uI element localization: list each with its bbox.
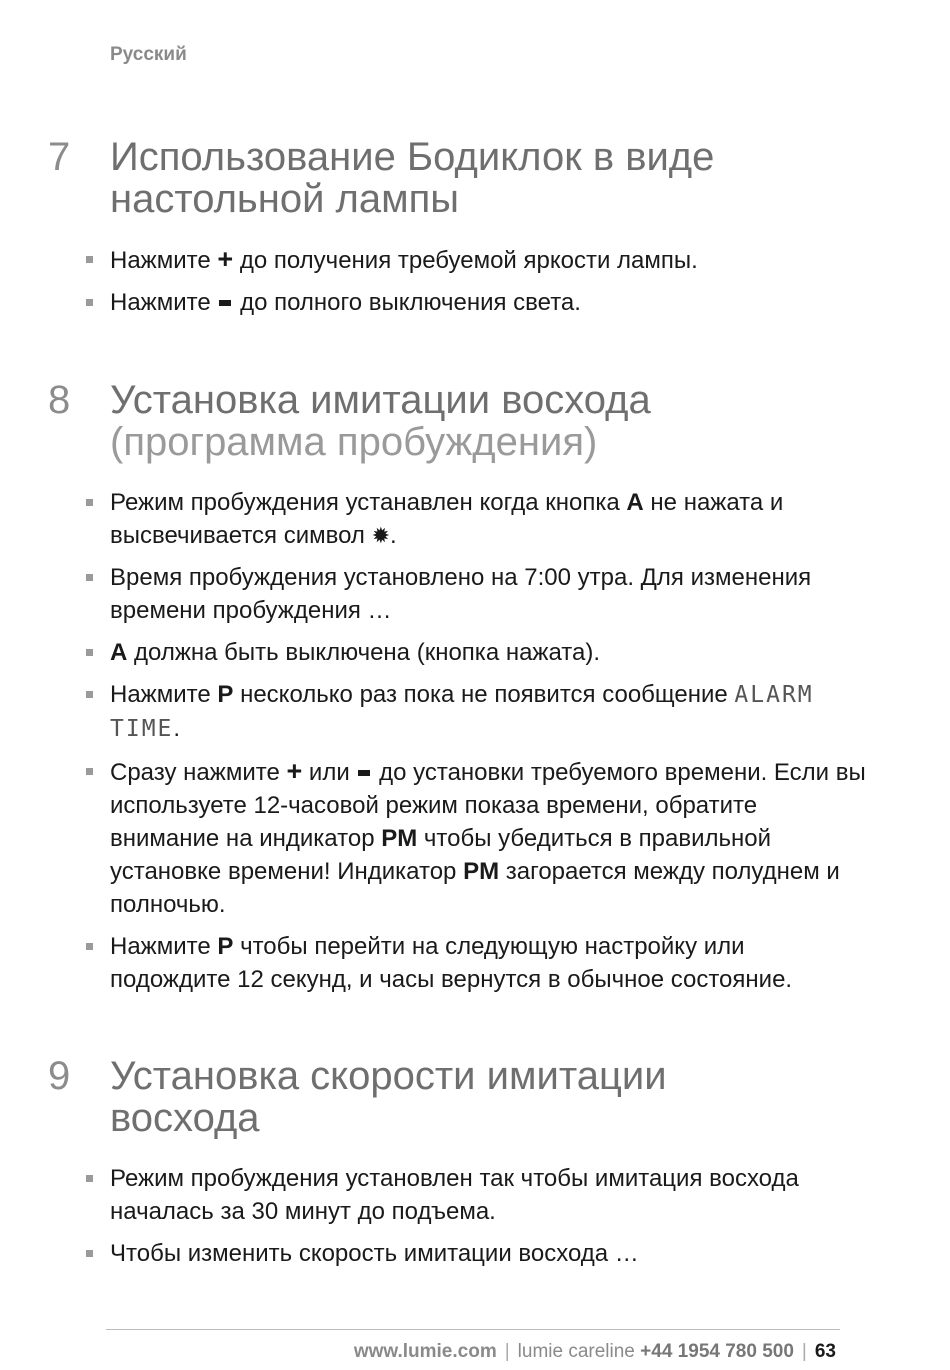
plus-key-icon: + bbox=[286, 756, 303, 786]
minus-key-icon bbox=[358, 770, 370, 776]
language-label: Русский bbox=[110, 44, 187, 65]
item-text: должна быть выключена (кнопка нажата). bbox=[134, 639, 601, 666]
item-text: до полного выключения света. bbox=[240, 289, 581, 316]
section-title-line1: Использование Бодиклок в виде bbox=[110, 135, 715, 179]
bullet-icon bbox=[86, 943, 93, 950]
item-text: Нажмите bbox=[110, 289, 211, 316]
section-title-line1: Установка скорости имитации bbox=[110, 1054, 667, 1098]
item-text: или bbox=[308, 759, 350, 786]
item-text: чтобы убедиться в правильной установке времени! Индикатор bbox=[110, 825, 772, 885]
item-text: чтобы перейти на следующую настройку или подождите 12 секунд, и часы вернутся в обычное состояние. bbox=[110, 933, 793, 993]
bullet-icon bbox=[86, 649, 93, 656]
section-number: 9 bbox=[48, 1054, 71, 1098]
bullet-icon bbox=[86, 299, 93, 306]
sunrise-symbol-icon: ✹ bbox=[371, 523, 391, 548]
bullet-list bbox=[0, 1162, 950, 1279]
list-item bbox=[0, 930, 870, 996]
section-title-line2: (программа пробуждения) bbox=[110, 420, 598, 464]
bullet-icon bbox=[86, 256, 93, 263]
footer-separator: | bbox=[801, 1341, 807, 1362]
plus-key-icon: + bbox=[217, 244, 234, 274]
list-item bbox=[0, 755, 870, 921]
bullet-icon bbox=[86, 768, 93, 775]
item-text: . bbox=[390, 522, 397, 549]
item-text: Нажмите bbox=[110, 681, 211, 708]
item-text: до установки требуемого времени. Если вы используете 12-часовой режим показа времени, обратите внимание на индикатор bbox=[110, 759, 866, 852]
item-text: Нажмите bbox=[110, 933, 211, 960]
careline-label: lumie careline bbox=[517, 1341, 635, 1362]
button-a-label: A bbox=[110, 639, 128, 666]
section-number: 8 bbox=[48, 378, 71, 422]
section-title bbox=[110, 136, 900, 220]
section-number: 7 bbox=[48, 135, 71, 179]
item-text: Режим пробуждения установлен так чтобы имитация восхода началась за 30 минут до подъема. bbox=[110, 1165, 799, 1225]
page-number: 63 bbox=[814, 1341, 836, 1362]
lcd-message: ALARM TIME bbox=[110, 682, 814, 742]
bullet-icon bbox=[86, 499, 93, 506]
item-text: до получения требуемой яркости лампы. bbox=[239, 247, 698, 274]
footer-separator: | bbox=[504, 1341, 510, 1362]
section-title bbox=[110, 1055, 900, 1139]
item-text: несколько раз пока не появится сообщение bbox=[240, 681, 728, 708]
section-title-line2: восхода bbox=[110, 1096, 260, 1140]
section-title bbox=[110, 379, 900, 463]
pm-indicator-label: PM bbox=[463, 858, 500, 885]
website-link[interactable]: www.lumie.com bbox=[353, 1341, 497, 1362]
list-item bbox=[0, 486, 870, 552]
careline-phone: +44 1954 780 500 bbox=[640, 1341, 794, 1362]
bullet-list bbox=[0, 243, 950, 328]
list-item bbox=[0, 1237, 870, 1270]
item-text: Режим пробуждения устанавлен когда кнопка bbox=[110, 489, 620, 516]
item-text: Чтобы изменить скорость имитации восхода … bbox=[110, 1240, 639, 1267]
bullet-icon bbox=[86, 1175, 93, 1182]
item-text: Сразу нажмите bbox=[110, 759, 280, 786]
item-text: не нажата и высвечивается символ bbox=[110, 489, 784, 549]
bullet-icon bbox=[86, 691, 93, 698]
item-text: Время пробуждения установлено на 7:00 утра. Для изменения времени пробуждения … bbox=[110, 564, 812, 624]
list-item bbox=[0, 561, 870, 627]
minus-key-icon bbox=[219, 300, 231, 306]
item-text: загорается между полуднем и полночью. bbox=[110, 858, 840, 918]
button-p-label: P bbox=[217, 933, 234, 960]
section-title-line1: Установка имитации восхода bbox=[110, 378, 651, 422]
list-item bbox=[0, 1162, 870, 1228]
pm-indicator-label: PM bbox=[381, 825, 418, 852]
list-item bbox=[0, 286, 870, 319]
footer-divider bbox=[106, 1329, 840, 1330]
bullet-icon bbox=[86, 574, 93, 581]
bullet-list bbox=[0, 486, 950, 1005]
button-p-label: P bbox=[217, 681, 234, 708]
list-item bbox=[0, 636, 870, 669]
button-a-label: A bbox=[626, 489, 644, 516]
page-footer bbox=[354, 1341, 836, 1363]
item-text: . bbox=[173, 715, 181, 742]
item-text: Нажмите bbox=[110, 247, 211, 274]
bullet-icon bbox=[86, 1250, 93, 1257]
section-title-line2: настольной лампы bbox=[110, 177, 460, 221]
list-item bbox=[0, 678, 870, 746]
list-item bbox=[0, 243, 870, 277]
